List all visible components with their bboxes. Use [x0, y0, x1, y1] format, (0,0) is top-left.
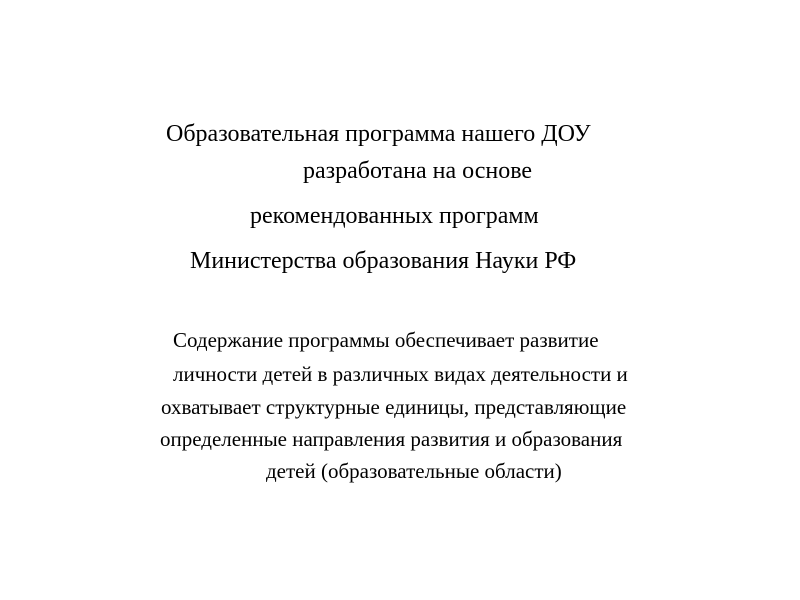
paragraph-1-line-3: рекомендованных программ: [250, 203, 539, 229]
paragraph-2-line-2: личности детей в различных видах деятельности и: [173, 362, 628, 386]
paragraph-1-line-2: разработана на основе: [303, 158, 533, 184]
paragraph-1-line-1: Образовательная программа нашего ДОУ: [166, 121, 591, 147]
paragraph-2-line-4: определенные направления развития и образования: [160, 427, 623, 451]
paragraph-2-line-3: охватывает структурные единицы, представляющие: [161, 395, 627, 419]
paragraph-2-line-1: Содержание программы обеспечивает развитие: [173, 328, 599, 352]
paragraph-1-line-4: Министерства образования Науки РФ: [190, 248, 577, 274]
paragraph-2-line-5: детей (образовательные области): [266, 459, 562, 483]
